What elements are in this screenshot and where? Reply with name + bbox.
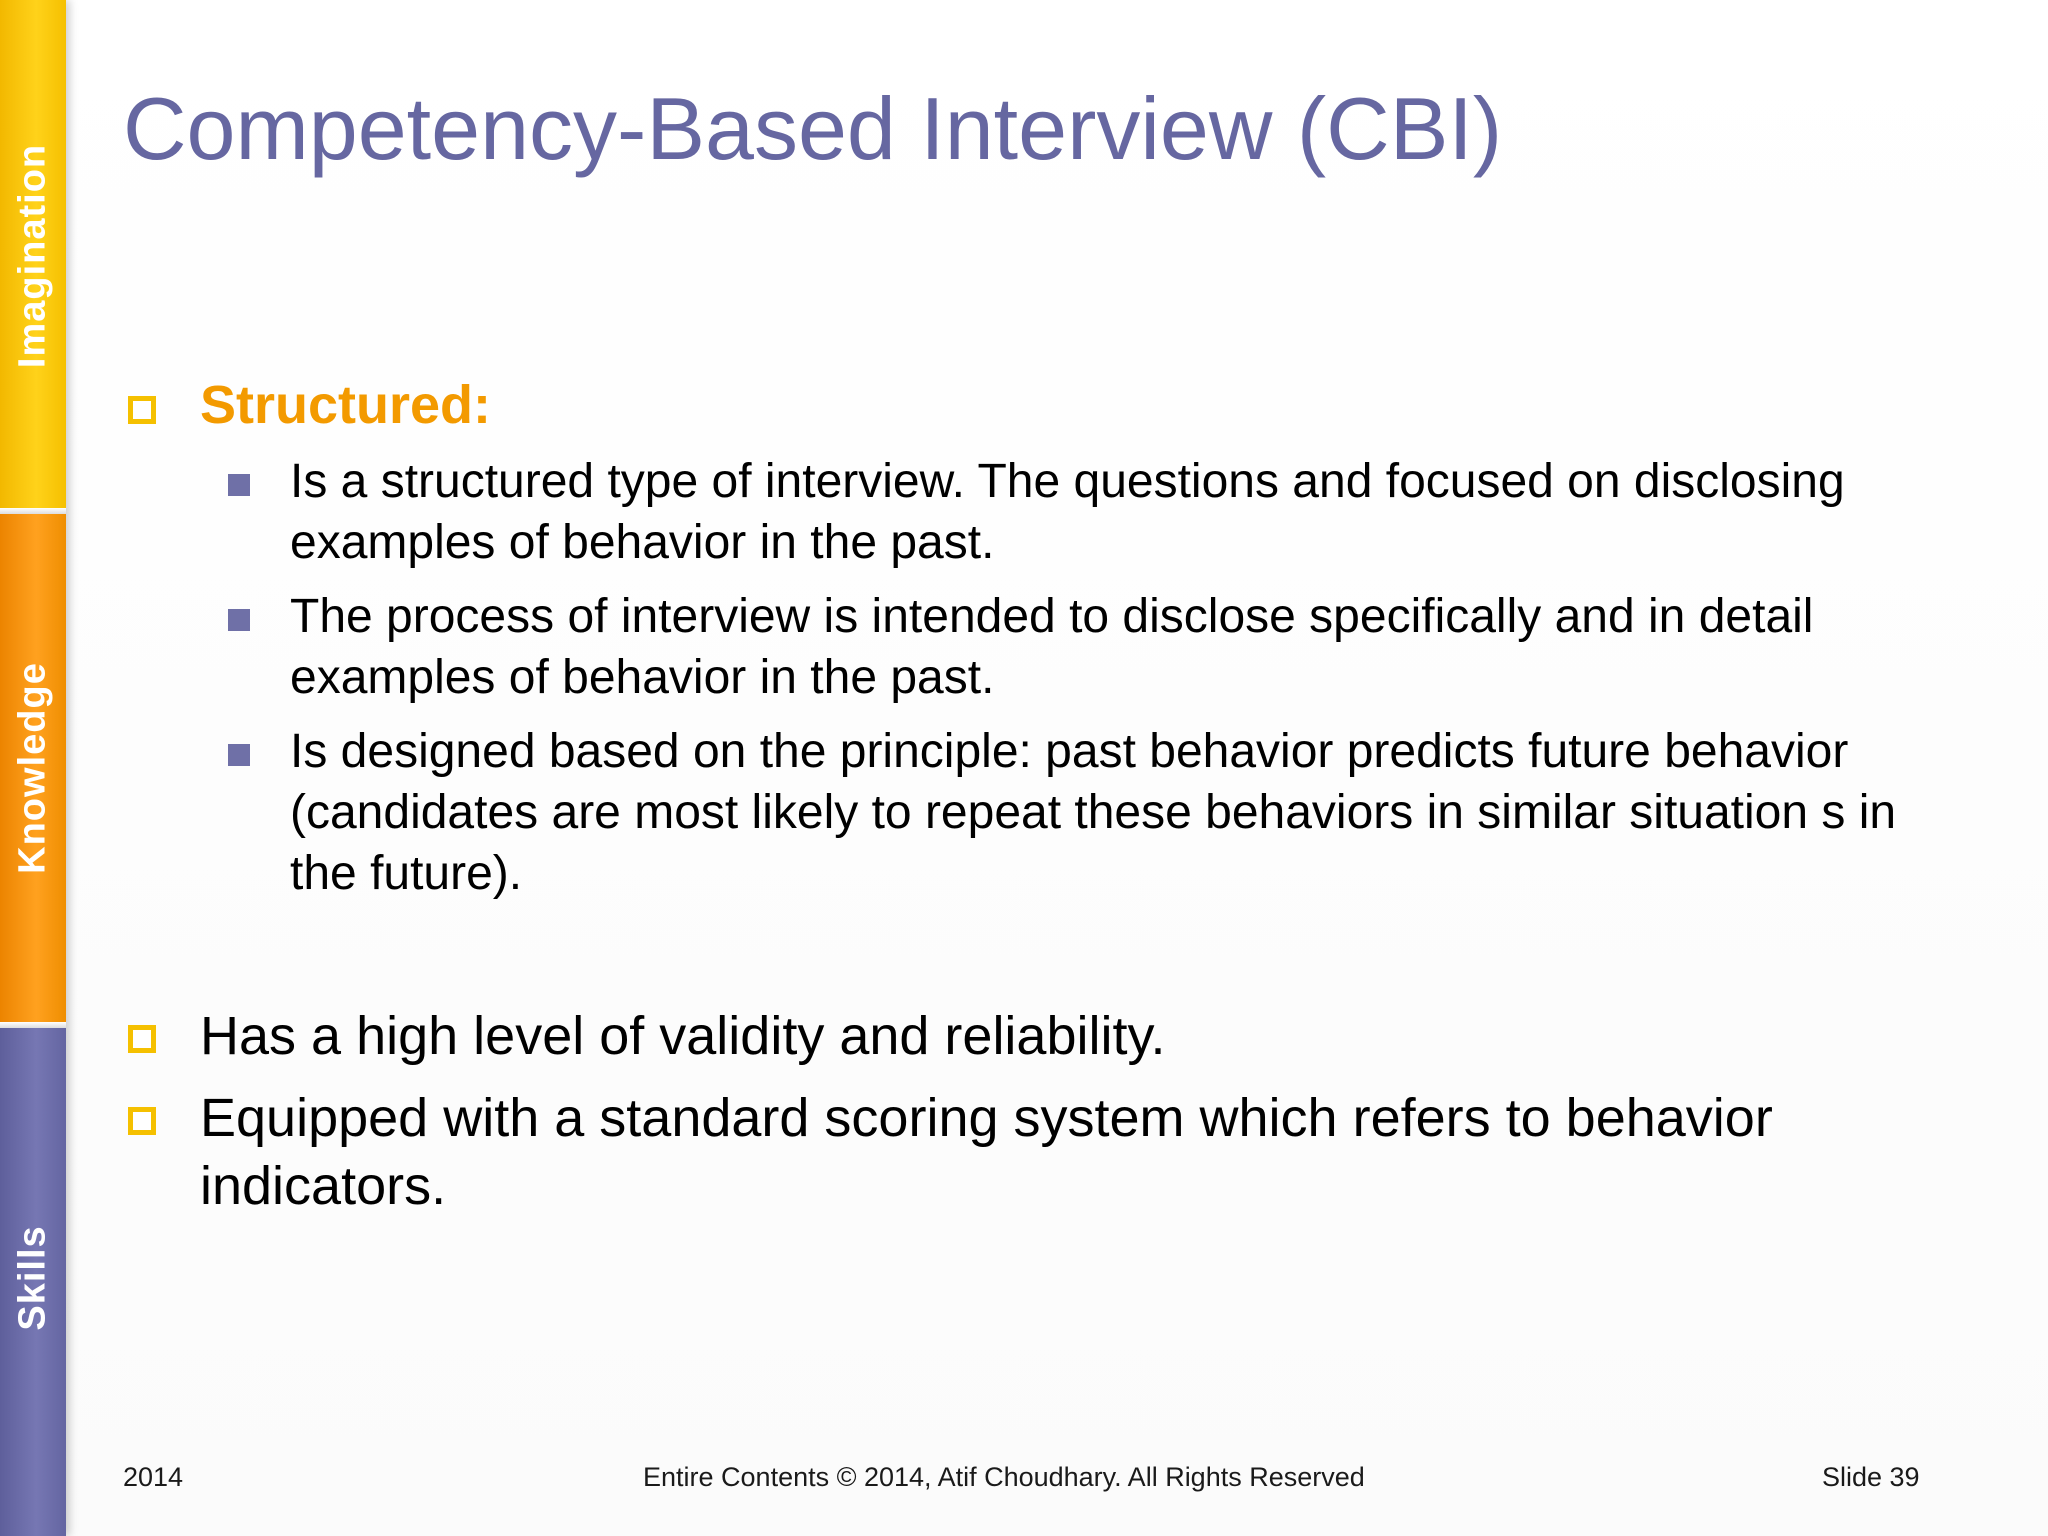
sub-bullet-item: The process of interview is intended to disclose specifically and in detail examples of behavior in the past. [290,590,1814,704]
square-sub-bullet-icon [228,609,250,631]
sub-bullet-item: Is designed based on the principle: past behavior predicts future behavior (candidates are most likely to repeat these behaviors in similar situation s in the future). [290,725,1897,900]
square-sub-bullet-icon [228,474,250,496]
bullet-validity: Has a high level of validity and reliability. [200,1006,1166,1066]
footer-copyright: Entire Contents © 2014, Atif Choudhary. All Rights Reserved [643,1462,1365,1492]
sub-bullet-item: Is a structured type of interview. The questions and focused on disclosing examples of behavior in the past. [290,455,1845,569]
square-bullet-icon [128,396,156,424]
square-bullet-icon [128,1107,156,1135]
sidebar-label-skills: Skills [11,1225,54,1331]
slide-title: Competency-Based Interview (CBI) [123,79,1503,178]
square-bullet-icon [128,1025,156,1053]
sidebar-label-knowledge: Knowledge [11,662,54,874]
bullet-structured-heading: Structured: [200,375,492,435]
sidebar-section-imagination [0,0,66,508]
sidebar [0,0,66,1536]
footer-slide-number: Slide 39 [1822,1462,1920,1492]
bullet-scoring: Equipped with a standard scoring system which refers to behavior indicators. [200,1088,1773,1216]
square-sub-bullet-icon [228,744,250,766]
sidebar-label-imagination: Imagination [11,143,54,369]
sidebar-section-knowledge [0,514,66,1022]
footer-year: 2014 [123,1462,184,1492]
sidebar-section-skills [0,1028,66,1536]
